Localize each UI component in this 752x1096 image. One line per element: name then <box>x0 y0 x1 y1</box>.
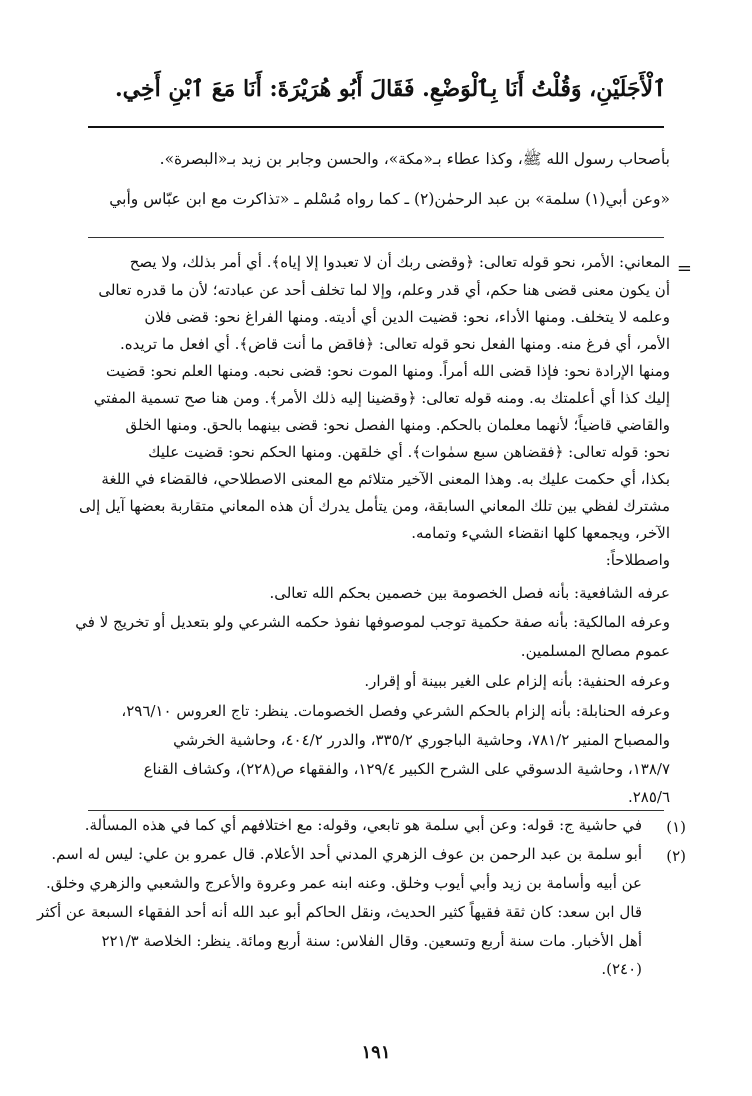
note-line: وعلمه لا يتخلف. ومنها الأداء، نحو: قضيت الدين أي أديته. ومنها الفراغ نحو: قضى فلان <box>144 308 670 326</box>
footnote-line: أهل الأخبار. مات سنة أربع وتسعين. وقال الفلاس: سنة أربع ومائة. ينظر: الخلاصة ٢٢١/٣ <box>101 932 642 950</box>
footnote-line: في حاشية ج: قوله: وعن أبي سلمة هو تابعي، وقوله: مع اختلافهم أي كما في هذه المسألة. <box>84 816 642 834</box>
footnote-number: (٢) <box>666 847 686 865</box>
note-line: مشترك لفظي بين تلك المعاني السابقة، ومن يتأمل يدرك أن هذه المعاني متقاربة بعضها آيل إلى <box>79 497 670 515</box>
note-line: ٢٨٥/٦. <box>627 788 670 806</box>
footnote-line: قال ابن سعد: كان ثقة فقيهاً كثير الحديث، ونقل الحاكم أبو عبد الله أنه أحد الفقهاء السبعة عن أكثر <box>37 903 642 921</box>
page-number: ١٩١ <box>361 1042 391 1063</box>
note-line: والمصباح المنير ٧٨١/٢، وحاشية الباجوري ٣٣٥/٢، والدرر ٤٠٤/٢، وحاشية الخرشي <box>173 731 670 749</box>
note-line: واصطلاحاً: <box>605 551 670 569</box>
notes-separator-rule <box>88 237 664 238</box>
note-line: وعرفه الحنابلة: بأنه إلزام بالحكم الشرعي وفصل الخصومات. ينظر: تاج العروس ٢٩٦/١٠، <box>121 702 670 720</box>
footnote-line: (٢٤٠). <box>601 960 642 978</box>
note-line: ومنها الإرادة نحو: فإذا قضى الله أمراً. ومنها الموت نحو: قضى نحبه. ومنها العلم نحو: قضيت <box>106 362 670 380</box>
note-line: عموم مصالح المسلمين. <box>520 642 670 660</box>
note-line: وعرفه الحنفية: بأنه إلزام على الغير ببينة أو إقرار. <box>364 672 670 690</box>
main-text-line-2: «وعن أبي(١) سلمة» بن عبد الرحمٰن(٢) ـ كما رواه مُسْلم ـ «تذاكرت مع ابن عبّاس وأبي <box>109 190 670 208</box>
note-line: أن يكون معنى قضى هنا حكم، أي قدر وعلم، وإلا لما تخلف أحد عن عبادته؛ لأن ما قدره تعالى <box>98 281 670 299</box>
note-line: الأمر، أي فرغ منه. ومنها الفعل نحو قوله تعالى: ﴿فاقض ما أنت قاض﴾. أي افعل ما تريده. <box>119 335 670 353</box>
main-text-line-1: بأصحاب رسول الله ﷺ، وكذا عطاء بـ«مكة»، والحسن وجابر بن زيد بـ«البصرة». <box>159 150 670 168</box>
running-header: ٱلْأَجَلَيْنِ، وَقُلْتُ أَنَا بِٱلْوَضْعِ. فَقَالَ أَبُو هُرَيْرَةَ: أَنَا مَعَ ٱبْنِ أَخِي. <box>115 76 666 102</box>
header-rule <box>88 126 664 128</box>
note-line: ١٣٨/٧، وحاشية الدسوقي على الشرح الكبير ١٢٩/٤، والفقهاء ص(٢٢٨)، وكشاف القناع <box>143 760 670 778</box>
footnote-number: (١) <box>666 818 686 836</box>
note-line: نحو: قوله تعالى: ﴿فقضاهن سبع سمٰوات﴾. أي خلقهن. ومنها الحكم نحو: قضيت عليك <box>148 443 670 461</box>
note-line: إليك كذا أي أعلمتك به. ومنه قوله تعالى: ﴿وقضينا إليه ذلك الأمر﴾. ومن هنا صح تسمية المفتي <box>93 389 670 407</box>
note-line: وعرفه المالكية: بأنه صفة حكمية توجب لموصوفها نفوذ حكمه الشرعي ولو بتعديل أو تخريج لا في <box>75 613 670 631</box>
note-line: عرفه الشافعية: بأنه فصل الخصومة بين خصمين بحكم الله تعالى. <box>269 584 670 602</box>
note-line: الآخر، ويجمعها كلها انقضاء الشيء وتمامه. <box>411 524 670 542</box>
note-line: بكذا، أي حكمت عليك به. وهذا المعنى الآخير متلائم مع المعنى الاصطلاحي، فالقضاء في اللغة <box>101 470 670 488</box>
continuation-mark: = <box>676 258 692 279</box>
note-line: المعاني: الأمر، نحو قوله تعالى: ﴿وقضى ربك أن لا تعبدوا إلا إياه﴾. أي أمر بذلك، ولا يصح <box>129 253 670 271</box>
footnote-line: أبو سلمة بن عبد الرحمن بن عوف الزهري المدني أحد الأعلام. قال عمرو بن علي: ليس له اسم. <box>51 845 642 863</box>
footnote-line: عن أبيه وأسامة بن زيد وأبي أيوب وخلق. وعنه ابنه عمر وعروة والأعرج والشعبي والزهري وخلق. <box>46 874 642 892</box>
footnote-separator-rule <box>88 810 664 811</box>
note-line: والقاضي قاضياً؛ لأنهما معلمان بالحكم. ومنها الفصل نحو: قضى بينهما بالحق. ومنها الخلق <box>125 416 670 434</box>
